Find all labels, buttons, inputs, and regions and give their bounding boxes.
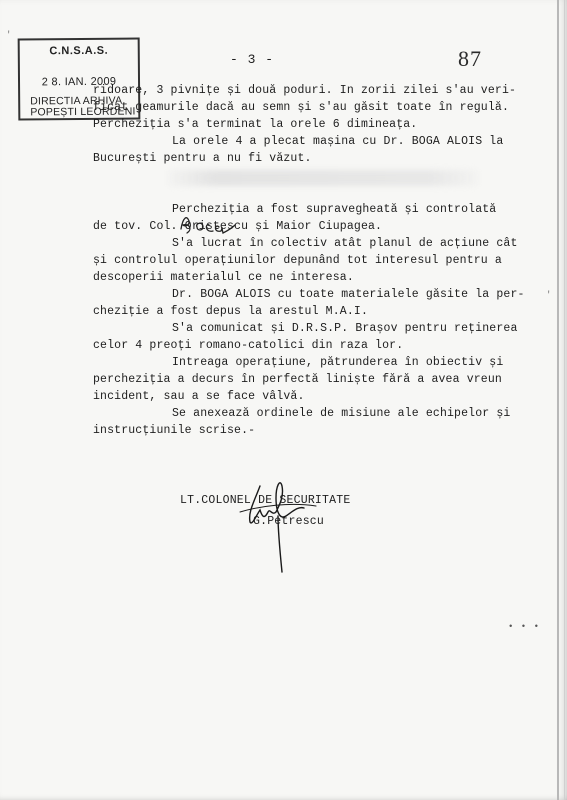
body-line: de tov. Col. Oristescu și Maior Ciupagea. bbox=[93, 220, 383, 233]
signature-title: LT.COLONEL DE SECURITATE bbox=[180, 494, 351, 507]
edge-tick: ' bbox=[546, 290, 552, 300]
body-line: cheziție a fost depus la arestul M.A.I. bbox=[93, 305, 368, 318]
folio-number: 87 bbox=[458, 46, 482, 71]
stamp-dept-line2: POPEȘTI LEORDENI bbox=[30, 105, 136, 119]
body-line: S'a comunicat și D.R.S.P. Brașov pentru reținerea bbox=[172, 322, 518, 335]
body-line: descoperii materialul ce ne interesa. bbox=[93, 271, 354, 284]
redaction-blur bbox=[168, 170, 478, 186]
body-line: ridoare, 3 pivnițe și două poduri. In zorii zilei s'au veri- bbox=[93, 84, 517, 97]
stamp-date: 2 8. IAN. 2009 bbox=[41, 75, 117, 89]
body-line: București pentru a nu fi văzut. bbox=[93, 152, 312, 165]
body-line: ficat geamurile dacă au semn și s'au găsit toate în regulă. bbox=[93, 101, 510, 114]
signature-name: G.Petrescu bbox=[253, 515, 325, 528]
body-line: instrucțiunile scrise.- bbox=[93, 424, 256, 437]
body-line: incident, sau a se face vâlvă. bbox=[93, 390, 305, 403]
handwritten-correction bbox=[177, 209, 267, 239]
handwritten-signature bbox=[220, 472, 330, 582]
body-line: Dr. BOGA ALOIS cu toate materialele găsite la per- bbox=[172, 288, 525, 301]
margin-mark: • • • bbox=[508, 622, 541, 632]
body-line: și controlul operațiunilor depunând tot interesul pentru a bbox=[93, 254, 502, 267]
body-line: S'a lucrat în colectiv atât planul de acțiune cât bbox=[172, 237, 518, 250]
stamp-org: C.N.S.A.S. bbox=[49, 44, 109, 58]
body-line: celor 4 preoți romano-catolici din raza lor. bbox=[93, 339, 404, 352]
page-number: - 3 - bbox=[230, 52, 275, 67]
body-line: Percheziția s'a terminat la orele 6 dimineața. bbox=[93, 118, 418, 131]
edge-tick: ' bbox=[6, 30, 12, 40]
body-line: percheziția a decurs în perfectă liniște fără a avea vreun bbox=[93, 373, 502, 386]
body-line: Se anexează ordinele de misiune ale echipelor și bbox=[172, 407, 511, 420]
body-line: Intreaga operațiune, pătrunderea în obiectiv și bbox=[172, 356, 504, 369]
body-line: Percheziția a fost supravegheată și controlată bbox=[172, 203, 497, 216]
stamp-dept-line1: DIRECTIA ARHIVA bbox=[30, 94, 123, 108]
body-line: La orele 4 a plecat mașina cu Dr. BOGA ALOIS la bbox=[172, 135, 504, 148]
